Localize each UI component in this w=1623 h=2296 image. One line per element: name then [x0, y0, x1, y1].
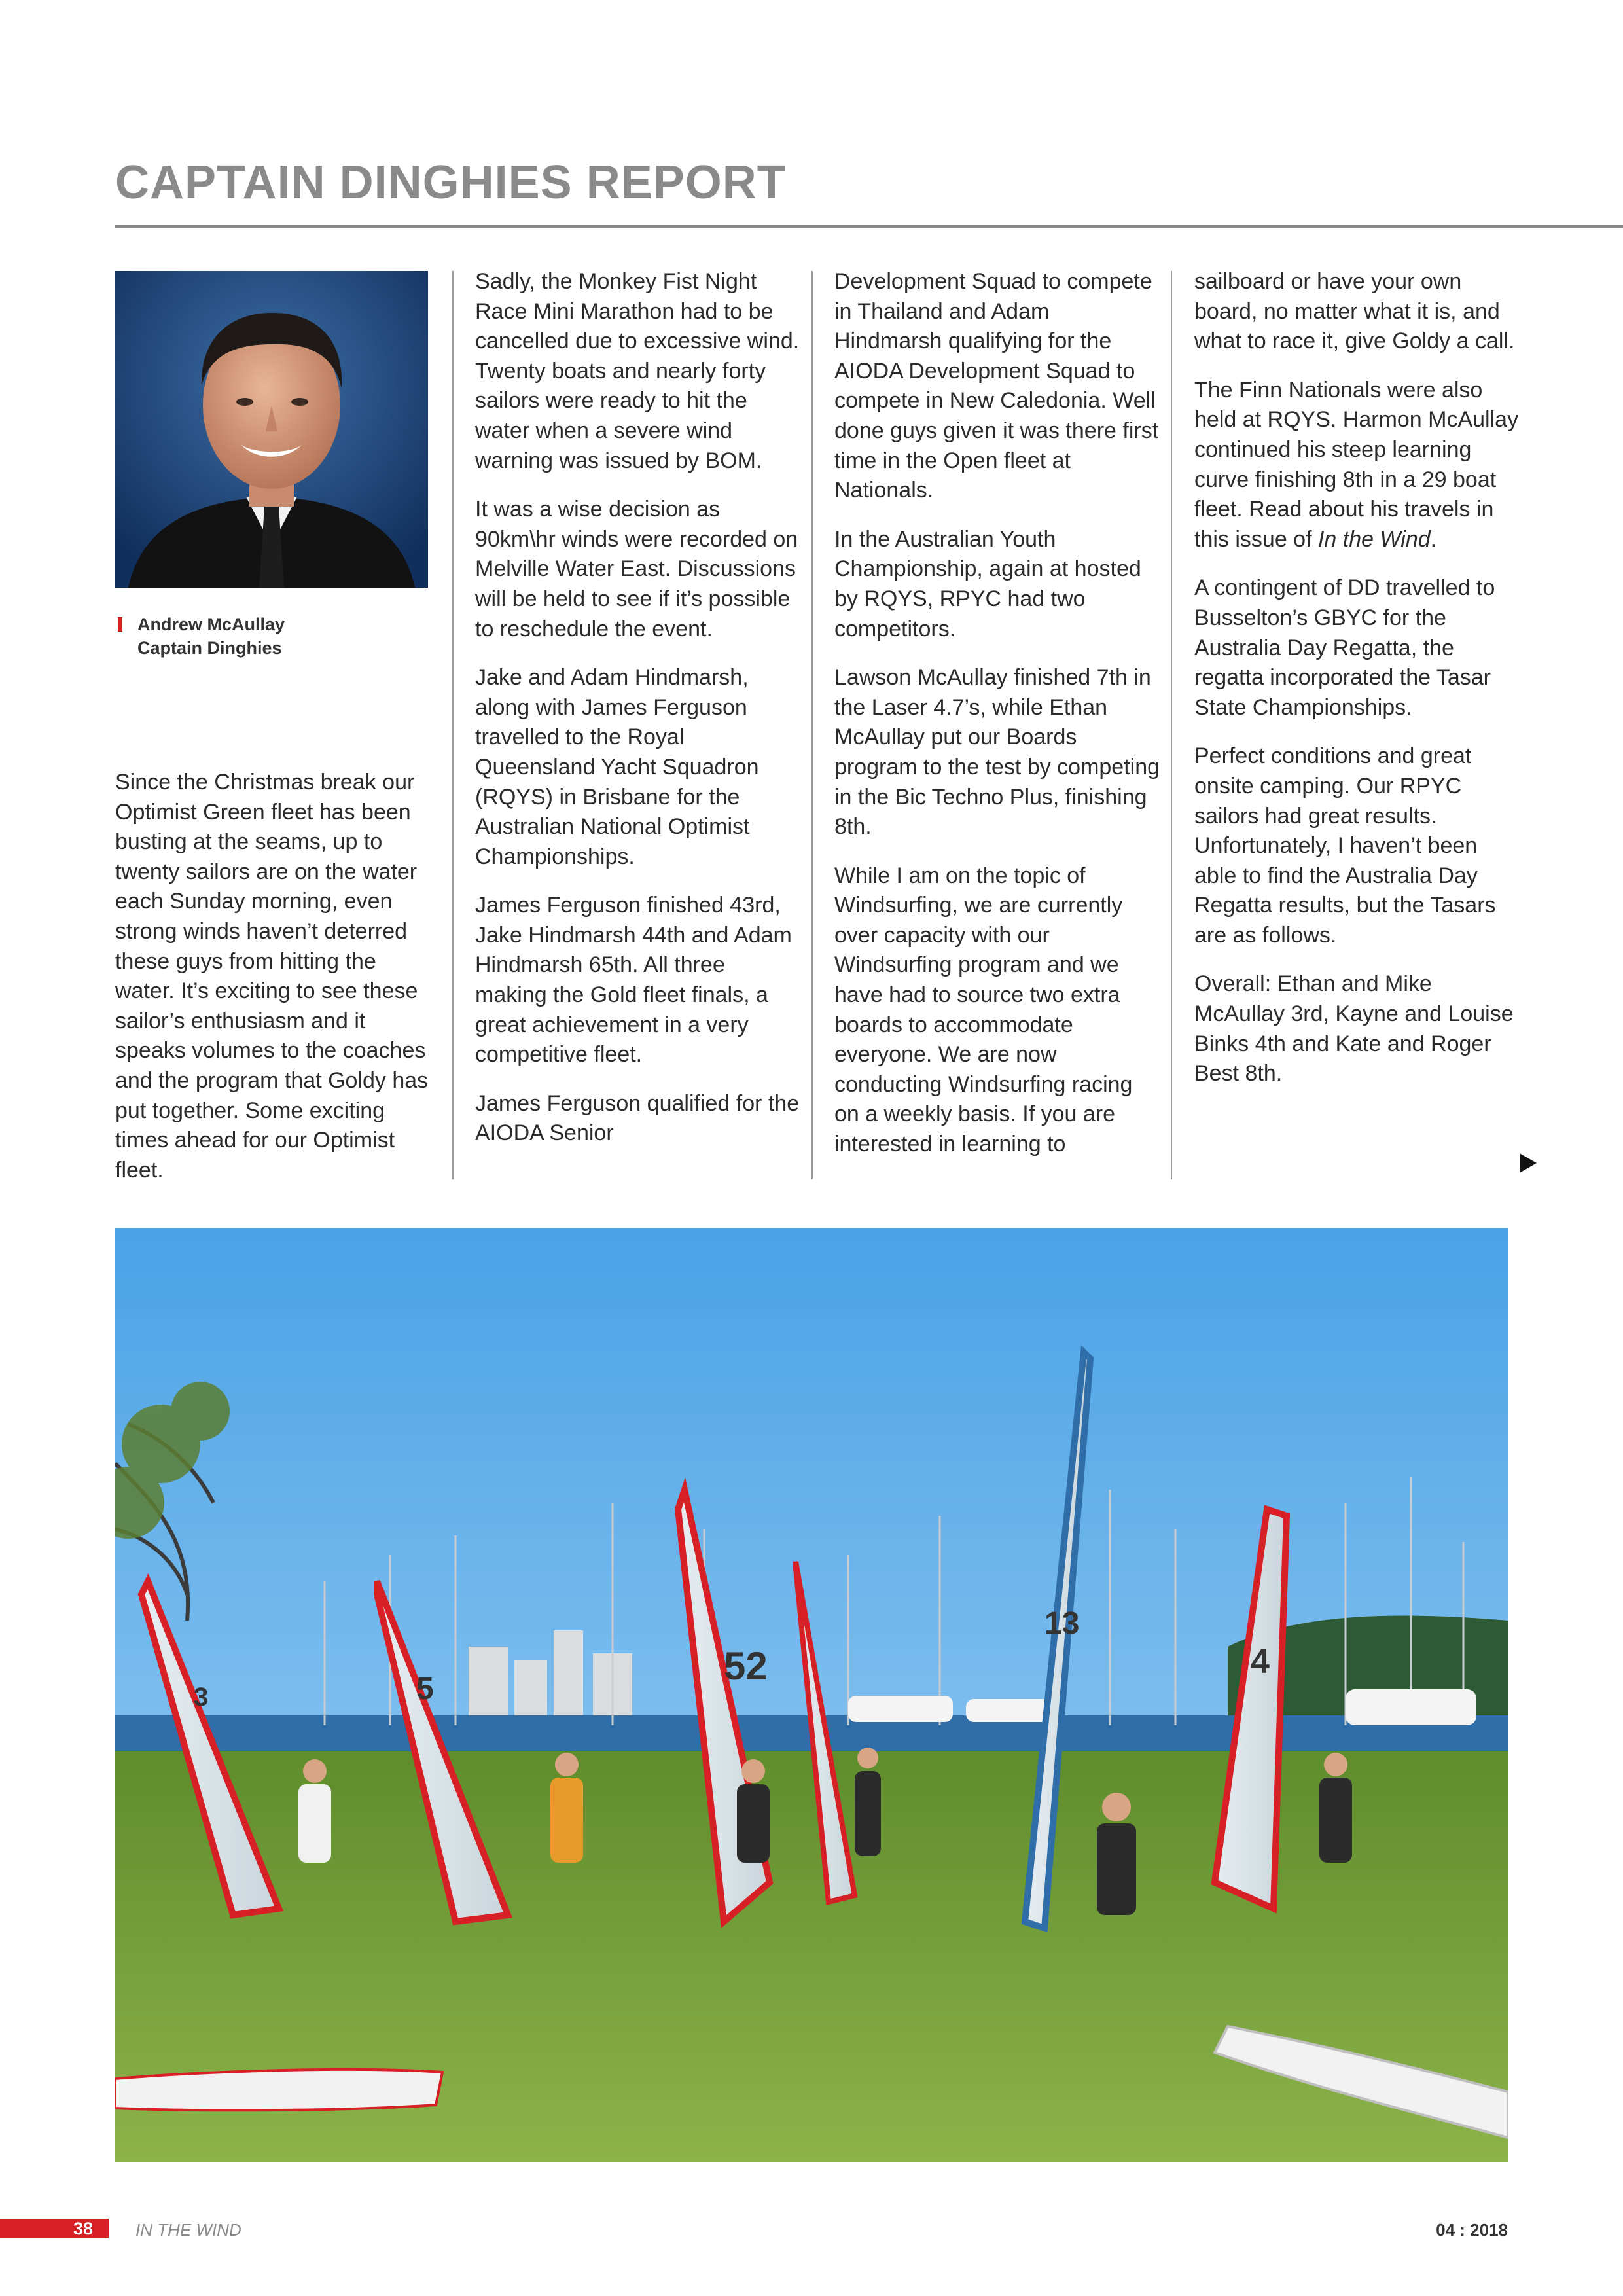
paragraph: Since the Christmas break our Optimist Green fleet has been busting at the seams, up to twenty sailors are on the water each Sunday morning, even strong winds haven’t deterred these guys from hitting the water. It’s exciting to see these sailor’s enthusiasm and it speaks volumes to the coaches and the program that Goldy has put together. Some exciting times ahead for our Optimist fleet.: [115, 770, 429, 1183]
sail-number: 13: [1044, 1606, 1080, 1641]
author-name: Andrew McAullay: [137, 615, 285, 634]
paragraph: A contingent of DD travelled to Busselton’s GBYC for the Australia Day Regatta, the regatta incorporated the Tasar State Championships.: [1194, 575, 1495, 720]
paragraph: [1194, 376, 1522, 555]
sail-number: 3: [194, 1683, 209, 1712]
paragraph: Lawson McAullay finished 7th in the Laser 4.7’s, while Ethan McAullay put our Boards program to the test by competing in the Bic Techno Plus, finishing 8th.: [834, 665, 1160, 840]
article-column-3: [834, 267, 1162, 1179]
paragraph: Sadly, the Monkey Fist Night Race Mini Marathon had to be cancelled due to excessive wind. Twenty boats and nearly forty sailors were ready to hit the water when a severe wind warning was issued by BOM.: [475, 269, 800, 473]
paragraph: Overall: Ethan and Mike McAullay 3rd, Kayne and Louise Binks 4th and Kate and Roger Best 8th.: [1194, 971, 1514, 1086]
sail-number: 52: [724, 1644, 768, 1688]
paragraph: Perfect conditions and great onsite camping. Our RPYC sailors had great results. Unfortunately, I haven’t been able to find the Australia Day Regatta results, but the Tasars are as follows.: [1194, 744, 1496, 948]
issue-date: 04 : 2018: [1436, 2220, 1508, 2240]
title-divider: [115, 225, 1623, 228]
author-caption: [137, 613, 285, 660]
paragraph: Jake and Adam Hindmarsh, along with James Ferguson travelled to the Royal Queensland Yacht Squadron (RQYS) in Brisbane for the Australian National Optimist Championships.: [475, 665, 759, 869]
text-run: .: [1430, 526, 1437, 552]
page-title: CAPTAIN DINGHIES REPORT: [115, 156, 787, 209]
paragraph: In the Australian Youth Championship, again at hosted by RQYS, RPYC had two competitors.: [834, 526, 1141, 641]
page-number: 38: [73, 2219, 94, 2238]
paragraph: It was a wise decision as 90km\hr winds were recorded on Melville Water East. Discussions will be held to see if it’s possible to reschedule the event.: [475, 497, 798, 641]
continue-arrow-icon: [1520, 1153, 1537, 1173]
magazine-title-italic: In the Wind: [1317, 526, 1431, 552]
paragraph: James Ferguson qualified for the AIODA Senior: [475, 1090, 800, 1146]
paragraph: Development Squad to compete in Thailand and Adam Hindmarsh qualifying for the AIODA Development Squad to compete in New Caledonia. Well done guys given it was there first time in the Open fleet at Nationals.: [834, 269, 1159, 503]
paragraph: James Ferguson finished 43rd, Jake Hindmarsh 44th and Adam Hindmarsh 65th. All three making the Gold fleet finals, a great achievement in a very competitive fleet.: [475, 893, 792, 1067]
sail-number: 4: [1251, 1643, 1270, 1681]
article-column-1: [115, 768, 436, 1204]
magazine-name: IN THE WIND: [135, 2220, 241, 2240]
article-column-4: [1194, 267, 1522, 1108]
text-run: The Finn Nationals were also held at RQYS. Harmon McAullay continued his steep learning curve finishing 8th in a 29 boat fleet. Read about his travels in this issue of: [1194, 377, 1519, 552]
paragraph: sailboard or have your own board, no matter what it is, and what to race it, give Goldy a call.: [1194, 269, 1515, 354]
column-divider: [812, 271, 813, 1179]
windsurfing-photo: [115, 1228, 1508, 2162]
article-column-2: [475, 267, 802, 1168]
author-role: Captain Dinghies: [137, 638, 282, 658]
column-divider: [452, 271, 454, 1179]
column-divider: [1171, 271, 1172, 1179]
sail-number: 5: [416, 1672, 434, 1706]
caption-marker: [118, 617, 122, 632]
paragraph: While I am on the topic of Windsurfing, we are currently over capacity with our Windsurfing program and we have had to source two extra boards to accommodate everyone. We are now conducting Windsurfing racing on a weekly basis. If you are interested in learning to: [834, 863, 1133, 1157]
author-portrait: [115, 271, 428, 588]
